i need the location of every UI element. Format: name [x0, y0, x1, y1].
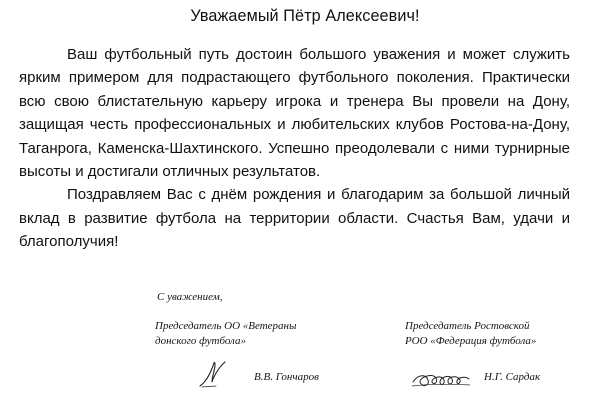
right-signature-icon [410, 364, 472, 392]
regards-text: С уважением, [157, 291, 223, 303]
letter-body [19, 43, 570, 254]
right-signer-title-line1: Председатель Ростовской [405, 320, 530, 332]
left-signer-title [155, 319, 296, 349]
left-signer-title-line1: Председатель ОО «Ветераны [155, 320, 297, 332]
left-signature-icon [196, 356, 230, 390]
right-signer-title-line2: РОО «Федерация футбола» [405, 335, 537, 347]
left-signer-name: В.В. Гончаров [254, 371, 319, 383]
letter-paragraph: Ваш футбольный путь достоин большого уважения и может служить ярким примером для подрастающего футбольного поколения. Практически всю свою блистательную карьеру игрока и тренера Вы провели на Дону, защищая честь профессиональных и любительских клубов Ростова-на-Дону, Таганрога, Каменска-Шахтинского. Успешно преодолевали с ними турнирные высоты и достигали отличных результатов. [19, 46, 570, 181]
left-signer-title-line2: донского футбола» [155, 335, 246, 347]
right-signer-title [405, 319, 536, 349]
letter-paragraph: Поздравляем Вас с днём рождения и благодарим за большой личный вклад в развитие футбола на территории области. Счастья Вам, удачи и благополучия! [19, 186, 570, 251]
letter-greeting: Уважаемый Пётр Алексеевич! [190, 7, 420, 25]
right-signer-name: Н.Г. Сардак [484, 371, 541, 383]
